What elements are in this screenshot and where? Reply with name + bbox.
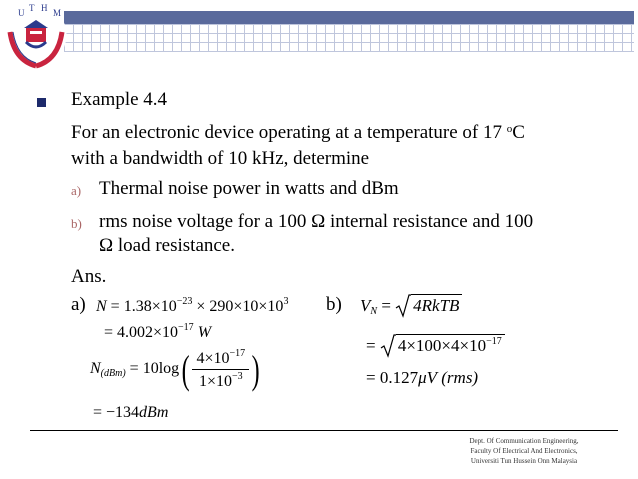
header-grid-pattern <box>64 24 634 52</box>
square-bullet-icon <box>37 98 46 107</box>
answer-label: Ans. <box>71 266 107 287</box>
svg-text:T: T <box>29 3 35 13</box>
eq-a1: $N = 1.38\times 10^{-23} \times 290\times 10\times 10^3$ <box>96 296 289 315</box>
item-b-marker: b) <box>71 216 82 231</box>
example-title: Example 4.4 <box>71 89 168 110</box>
sqrt-symbol: $4\times 100\times 4\times 10^{-17}$ <box>380 336 505 356</box>
eq-a3: $N_{(dBm)} = 10\log$( $\frac{4\times 10^{-17}}{1\times 10^{-3}}$ ) <box>90 346 260 392</box>
fraction: $\frac{4\times 10^{-17}}{1\times 10^{-3}}$ <box>192 348 249 391</box>
footer-divider <box>30 430 618 431</box>
intro-line-1: For an electronic device operating at a temperature of 17 $^o$C <box>71 122 525 143</box>
item-b-text-line2: Ω load resistance. <box>99 235 235 256</box>
eq-a4: = −134dBm <box>93 404 169 421</box>
header-bar <box>64 11 634 24</box>
eq-b3: = 0.127μV (rms) <box>366 368 479 387</box>
part-a-label: a) <box>71 294 86 315</box>
eq-b2: = $4\times 100\times 4\times 10^{-17}$ <box>366 336 505 356</box>
item-a-text: Thermal noise power in watts and dBm <box>99 178 399 199</box>
intro-line-2: with a bandwidth of 10 kHz, determine <box>71 148 370 169</box>
item-b-text-line1: rms noise voltage for a 100 Ω internal resistance and 100 <box>99 211 534 232</box>
part-b-label: b) <box>326 294 342 315</box>
item-a-marker: a) <box>71 183 82 198</box>
svg-text:M: M <box>53 8 62 18</box>
eq-b1: $V_N$ = 4RkTB <box>360 296 462 317</box>
eq-a2: = $4.002\times 10^{-17}$ W <box>104 322 212 341</box>
svg-text:H: H <box>41 3 48 13</box>
footer-affiliation: Dept. Of Communication Engineering, Faculty Of Electrical And Electronics, Universiti Tun Hussein Onn Malaysia <box>469 437 579 465</box>
sqrt-symbol: 4RkTB <box>395 296 462 316</box>
svg-text:U: U <box>18 8 25 18</box>
uthm-logo-icon <box>4 2 68 72</box>
